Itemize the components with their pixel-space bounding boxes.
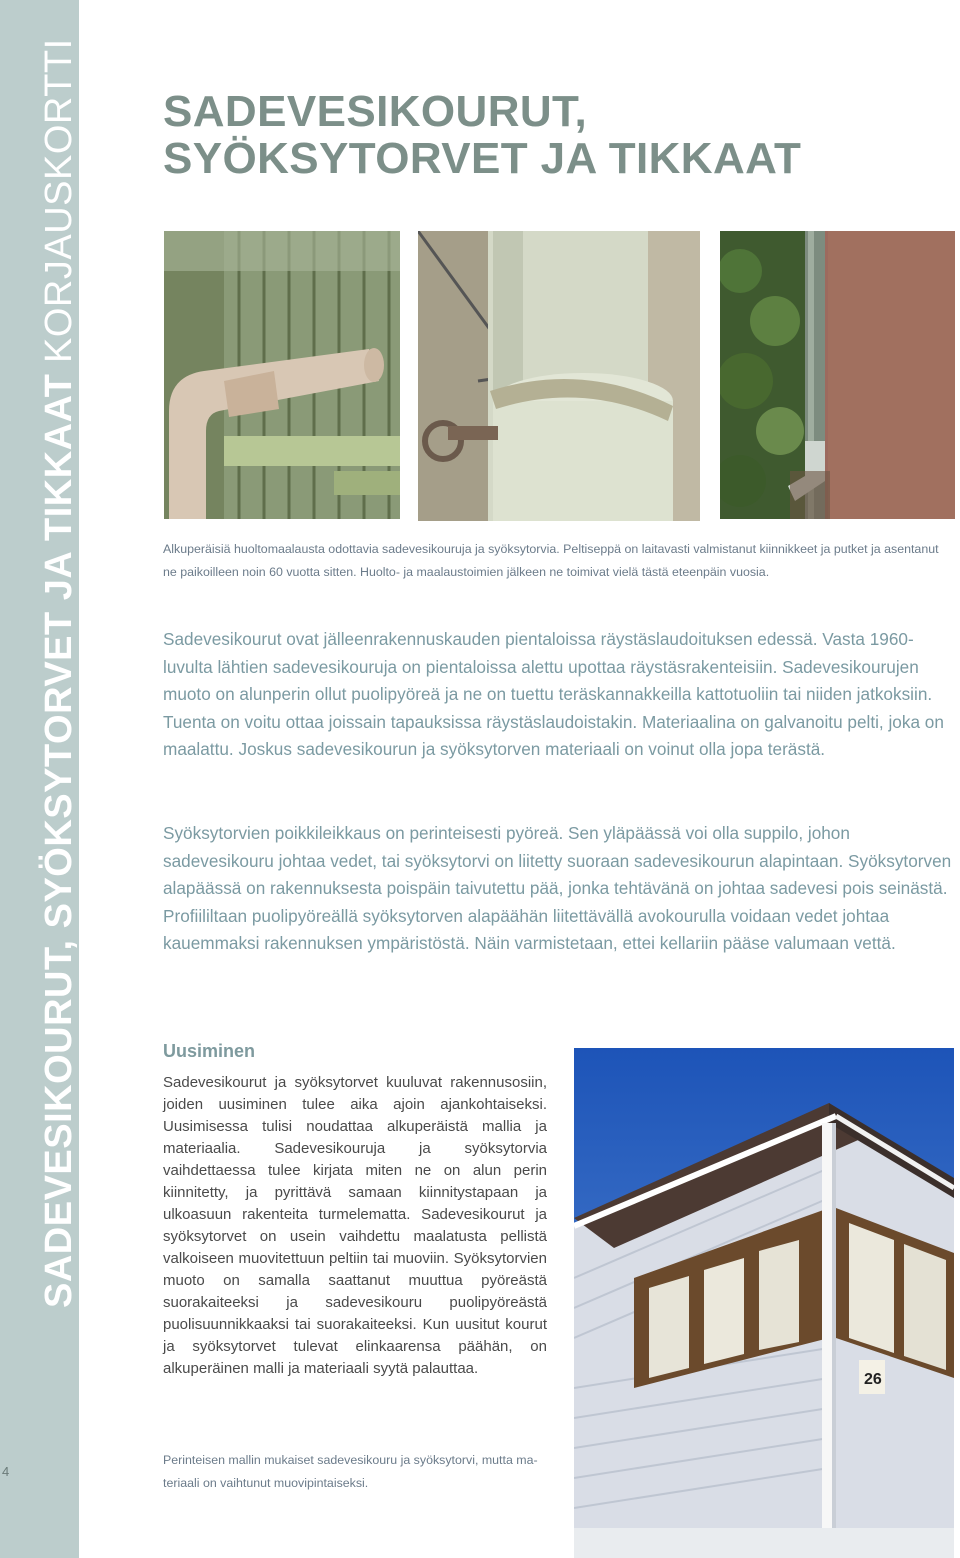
photo-caption-top-line-2: ne paikoilleen noin 60 vuotta sitten. Huolto- ja maalaustoimien jälkeen ne toimivat vielä tästä eteenpäin vuosia. [163, 565, 770, 579]
house-corner-photo [574, 1048, 954, 1558]
photo-caption-bottom [163, 1449, 563, 1495]
page-number: 4 [2, 1464, 10, 1479]
house-number-sign: 26 [864, 1371, 882, 1388]
downpipe-elbow-photo [164, 231, 400, 519]
sidebar-title-bold: SADEVESIKOURUT, SYÖKSYTORVET JA TIKKAAT [38, 373, 80, 1308]
section-body: Sadevesikourut ja syöksytorvet kuuluvat rakennusosiin, joiden uusiminen tulee aika ajoin ajankohtaiseksi. Uusimisessa tulisi noudattaa alkuperäistä mallia ja materiaalia. Sadevesikouruja ja syöksytorvia vaihdettaessa tulee kirjata miten ne on alun perin kiinnitetty, ja pyrittävä samaan kiinnitystapaan ja ulkoasuun rakenteita turmelematta. Sadevesikourut ja syöksytorvet on usein vaihdettu maalatusta pellistä valkoiseen muovitettuun peltiin tai muoviin. Syöksytorvien muoto on samalla saattanut muuttua pyöreästä suorakaiteeksi ja sadevesikouru puolipyöreästä puolisuunnikkaaksi tai suorakaiteeksi. Kun uusitut kourut ja syöksytorvet tulevat elinkaarensa päähän, on alkuperäinen malli ja materiaali syytä palauttaa. [163, 1074, 547, 1377]
photo-caption-top-line-1: Alkuperäisiä huoltomaalausta odottavia sadevesikouruja ja syöksytorvia. Peltiseppä on laitavasti valmistanut kiinnikkeet ja putket ja asentanut [163, 542, 939, 556]
body-paragraph-2: Syöksytorvien poikkileikkaus on perinteisesti pyöreä. Sen yläpäässä voi olla suppilo, johon sadevesikouru johtaa vedet, tai syöksytorvi on liitetty suoraan sadevesikourun alapintaan. Syöksytorven alapäässä on rakennuksesta poispäin taivutettu pää, jonka tehtävänä on johtaa sadevesi pois seinästä. Profiililtaan puolipyöreällä syöksytorven alapäähän liitettävällä avokourulla voidaan vedet johtaa kauemmaksi rakennuksen ympäristöstä. Näin varmistetaan, ettei kellariin pääse valumaan vettä. [163, 823, 952, 954]
body-paragraph-1: Sadevesikourut ovat jälleenrakennuskauden pientaloissa räystäslaudoituksen edessä. Vasta 1960-luvulta lähtien sadevesikouruja on pientaloissa alettu upottaa räystäsrakenteisiin. Sadevesikourujen muoto on alunperin ollut puolipyöreä ja ne on tuettu teräskannakkeilla kattotuoliin tai niiden jatkoksiin. Tuenta on voitu ottaa joissain tapauksissa räystäslaudoistakin. Materiaalina on galvanoitu pelti, joka on maalattu. Joskus sadevesikourun ja syöksytorven materiaali on voinut olla jopa terästä. [163, 629, 944, 760]
sidebar-band [0, 0, 79, 1558]
photo-caption-bottom-line-1: Perinteisen mallin mukaiset sadevesikouru ja syöksytorvi, mutta ma- [163, 1453, 538, 1467]
photo-caption-top [163, 538, 958, 584]
downpipe-bracket-photo [418, 231, 700, 521]
photo-caption-bottom-line-2: teriaali on vaihtunut muovipintaiseksi. [163, 1476, 369, 1490]
sidebar-vertical-title [40, 38, 78, 1308]
page-title: SADEVESIKOURUT, SYÖKSYTORVET JA TIKKAAT [163, 87, 802, 183]
section-heading: Uusiminen [163, 1041, 256, 1061]
sidebar-title-light: KORJAUSKORTTI [38, 38, 80, 363]
downpipe-wall-photo [720, 231, 955, 519]
